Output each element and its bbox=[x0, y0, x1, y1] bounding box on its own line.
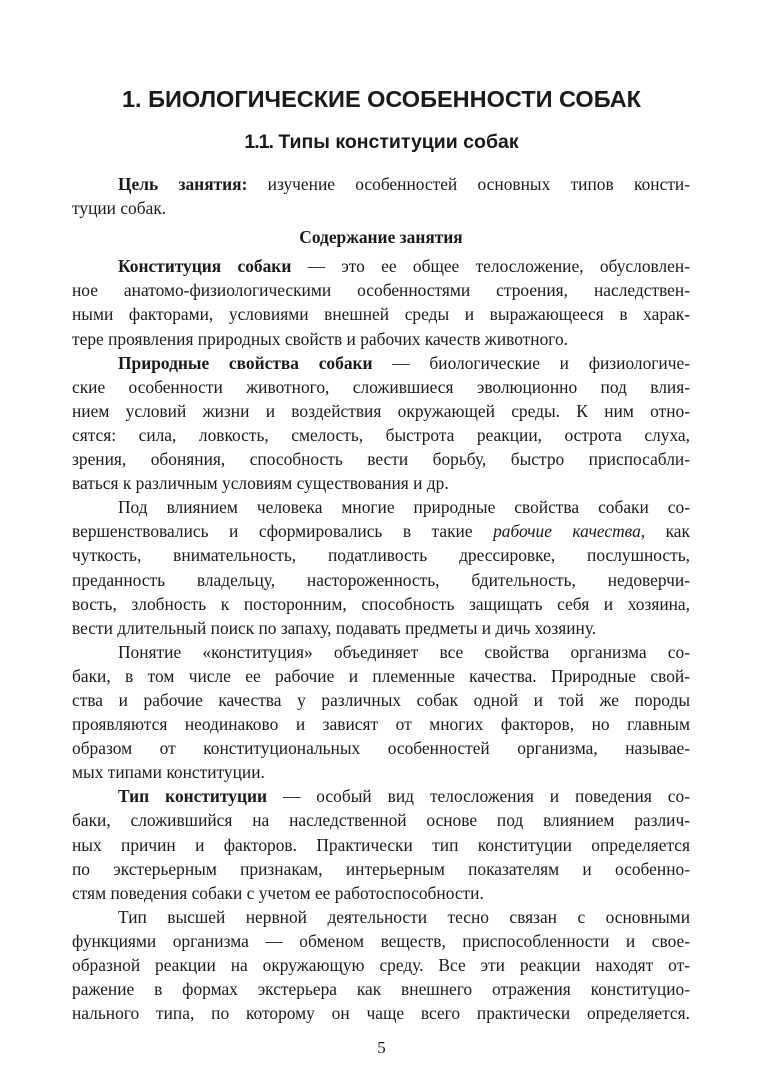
text-line: баки, сложившийся на наследственной основе под влиянием различ- bbox=[72, 810, 690, 831]
text-line: ские особенности животного, сложившиеся эволюционно под влия- bbox=[72, 376, 690, 397]
paragraph-nervous-activity bbox=[72, 905, 690, 1025]
text-line: тере проявления природных свойств и рабочих качеств животного. bbox=[72, 328, 569, 349]
text-line: Тип конституции — особый вид телосложения и поведения со- bbox=[118, 786, 690, 807]
text-line: ства и рабочие качества у различных собак одной и той же породы bbox=[72, 689, 690, 710]
text-line: ваться к различным условиям существования и др. bbox=[72, 473, 449, 494]
text-line: Тип высшей нервной деятельности тесно связан с основными bbox=[118, 906, 690, 927]
term-constitution-type: Тип конституции bbox=[118, 786, 268, 807]
term-working-qualities: рабочие качества bbox=[493, 521, 641, 542]
section-title bbox=[0, 131, 763, 154]
goal-paragraph bbox=[72, 172, 690, 220]
text-line: ных причин и факторов. Практически тип конституции определяется bbox=[72, 834, 690, 855]
section-title-text: Типы конституции собак bbox=[278, 131, 519, 153]
text-line: вести длительный поиск по запаху, подавать предметы и дичь хозяину. bbox=[72, 617, 597, 638]
text-line: функциями организма — обменом веществ, приспособленности и свое- bbox=[72, 930, 690, 951]
term-constitution: Конституция собаки bbox=[118, 256, 292, 277]
text-line: баки, в том числе ее рабочие и племенные качества. Природные свой- bbox=[72, 665, 690, 686]
text-line: Конституция собаки — это ее общее телосложение, обусловлен- bbox=[118, 256, 690, 277]
text-line: образом от конституциональных особенностей организма, называе- bbox=[72, 738, 690, 759]
text-line: по экстерьерным признакам, интерьерным показателям и особенно- bbox=[72, 858, 690, 879]
text-line: Природные свойства собаки — биологические и физиологиче- bbox=[118, 352, 690, 373]
text-line: нального типа, по которому он чаще всего практически определяется. bbox=[72, 1003, 690, 1024]
text-line: туции собак. bbox=[72, 198, 167, 219]
text-line: преданность владельцу, настороженность, бдительность, недоверчи- bbox=[72, 569, 690, 590]
text-line: Понятие «конституция» объединяет все свойства организма со- bbox=[118, 641, 690, 662]
paragraph-constitution bbox=[72, 254, 690, 350]
paragraph-constitution-concept bbox=[72, 640, 690, 785]
text-line: мых типами конституции. bbox=[72, 762, 265, 783]
text-line: ражение в формах экстерьера как внешнего отражения конституцио- bbox=[72, 979, 690, 1000]
text-line: ное анатомо-физиологическими особенностями строения, наследствен- bbox=[72, 280, 690, 301]
text-line: нием условий жизни и воздействия окружающей среды. К ним отно- bbox=[72, 400, 690, 421]
paragraph-constitution-type bbox=[72, 784, 690, 904]
text-line: Цель занятия: изучение особенностей основных типов консти- bbox=[118, 174, 690, 194]
text-line: образной реакции на окружающую среду. Все эти реакции находят от- bbox=[72, 955, 690, 975]
goal-label: Цель занятия: bbox=[118, 174, 248, 194]
text-line: чуткость, внимательность, податливость дрессировке, послушность, bbox=[72, 545, 690, 566]
text-line: вость, злобность к посторонним, способность защищать себя и хозяина, bbox=[72, 593, 690, 614]
paragraph-working-qualities bbox=[72, 495, 690, 640]
chapter-title: 1. БИОЛОГИЧЕСКИЕ ОСОБЕННОСТИ СОБАК bbox=[121, 86, 642, 112]
text-line: стям поведения собаки с учетом ее работоспособности. bbox=[72, 882, 484, 903]
text-line: ными факторами, условиями внешней среды и выражающееся в харак- bbox=[72, 304, 690, 325]
term-natural-properties: Природные свойства собаки bbox=[118, 352, 373, 373]
content-heading: Содержание занятия bbox=[299, 227, 463, 248]
text-line: зрения, обоняния, способность вести борьбу, быстро приспосабли- bbox=[72, 449, 690, 470]
text-line: проявляются неодинаково и зависят от многих факторов, но главным bbox=[72, 714, 690, 735]
section-number: 1.1. bbox=[244, 131, 273, 153]
body-text bbox=[72, 172, 690, 1025]
text-line: сятся: сила, ловкость, смелость, быстрота реакции, острота слуха, bbox=[72, 424, 690, 445]
page-number: 5 bbox=[377, 1038, 386, 1057]
text-line: Под влиянием человека многие природные свойства собаки со- bbox=[118, 497, 690, 518]
paragraph-natural-properties bbox=[72, 351, 690, 496]
text-line: вершенствовались и сформировались в такие рабочие качества, как bbox=[72, 521, 690, 542]
